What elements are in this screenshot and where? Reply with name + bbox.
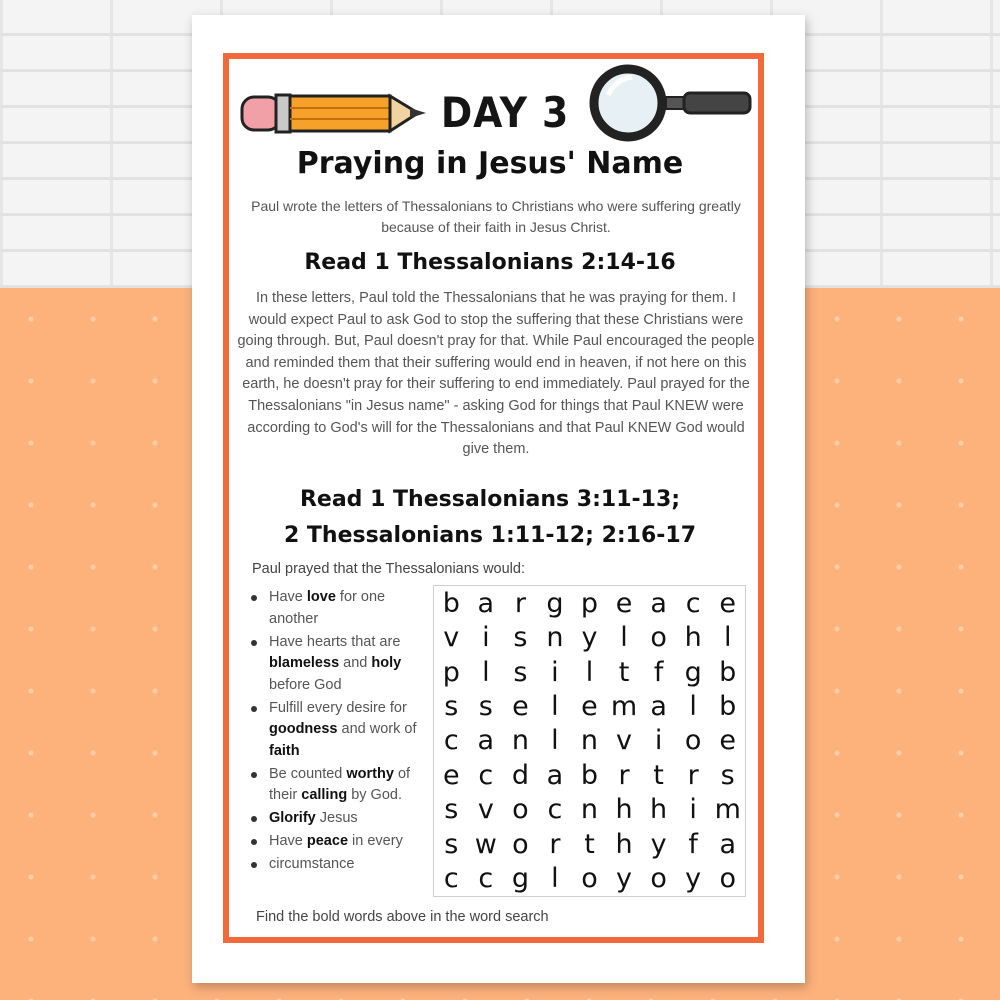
bold-keyword: blameless — [269, 655, 340, 671]
day-heading: DAY 3 — [440, 88, 570, 137]
word-search-letter: o — [581, 863, 598, 895]
word-search-letter: r — [514, 587, 526, 619]
bold-keyword: peace — [306, 833, 349, 849]
prayer-bullet-item — [249, 854, 429, 876]
word-search-letter: p — [580, 587, 599, 619]
word-search-letter: r — [687, 759, 699, 791]
word-search-letter: b — [580, 759, 599, 791]
word-search-letter: s — [513, 656, 528, 688]
word-search-letter: c — [478, 759, 494, 791]
prayer-bullet-item — [249, 764, 429, 807]
word-search-letter: n — [511, 725, 529, 757]
word-search-letter: w — [474, 828, 497, 860]
prayer-bullet-item — [249, 808, 429, 830]
word-search-letter: y — [685, 863, 702, 895]
bold-keyword: worthy — [346, 765, 394, 782]
section2-heading-line2: 2 Thessalonians 1:11-12; 2:16-17 — [283, 523, 697, 548]
word-search-letter: c — [685, 587, 701, 619]
word-search-letter: h — [650, 794, 668, 826]
word-search-letter: o — [650, 863, 667, 895]
word-search-letter: p — [442, 656, 460, 688]
word-search-letter: e — [615, 587, 633, 619]
word-search-letter: b — [719, 656, 737, 688]
word-search-letter: s — [444, 828, 459, 860]
intro-paragraph: Paul wrote the letters of Thessalonians to Christians who were suffering greatly because of their faith in Jesus Christ. — [251, 198, 741, 235]
word-search-letter: i — [551, 656, 559, 688]
word-search-letter: l — [551, 691, 559, 723]
word-search-letter: o — [684, 725, 702, 757]
prayer-bullet-item — [249, 632, 429, 697]
word-search-letter: l — [482, 656, 490, 688]
magnifying-glass-icon — [588, 63, 756, 147]
word-search-letter: a — [650, 691, 667, 723]
word-search-letter: o — [512, 828, 529, 860]
word-search-letter: c — [547, 794, 563, 826]
prayer-bullet-item — [249, 587, 429, 630]
bullet-text: and — [339, 655, 372, 671]
word-search-letter: b — [442, 587, 460, 619]
word-search-letter: y — [581, 622, 598, 654]
bullet-text: and work of — [337, 721, 417, 737]
word-search-grid — [433, 585, 746, 897]
word-search-letter: m — [714, 794, 741, 826]
word-search-letter: e — [719, 725, 737, 757]
word-search-letter: o — [719, 863, 736, 895]
bullet-text: before God — [269, 676, 342, 693]
word-search-letter: t — [653, 759, 664, 791]
word-search-letter: t — [618, 656, 630, 688]
word-search-letter: s — [444, 794, 459, 826]
word-search-letter: e — [581, 691, 598, 723]
word-search-letter: a — [477, 725, 495, 757]
word-search-letter: n — [546, 622, 564, 654]
prayer-intro: Paul prayed that the Thessalonians would: — [252, 561, 525, 577]
bold-keyword: calling — [301, 787, 348, 803]
word-search-letter: g — [511, 863, 529, 895]
word-search-letter: s — [444, 691, 459, 723]
word-search-letter: g — [546, 587, 564, 619]
word-search-letter: e — [719, 587, 737, 619]
instruction-footer: Find the bold words above in the word search — [256, 909, 549, 925]
word-search-letter: n — [580, 725, 599, 757]
bullet-text: Have — [269, 589, 307, 605]
bold-keyword: Glorify — [269, 810, 316, 826]
word-search-letter: v — [477, 794, 494, 826]
word-search-letter: m — [610, 691, 638, 723]
word-search-letter: l — [689, 691, 697, 723]
word-search-letter: e — [442, 759, 460, 791]
bold-keyword: holy — [371, 655, 402, 671]
bold-keyword: love — [306, 589, 336, 605]
bullet-text: of their — [269, 765, 411, 803]
word-search-letter: a — [477, 587, 495, 619]
word-search-letter: l — [551, 863, 559, 895]
bold-keyword: goodness — [269, 721, 338, 737]
word-search-letter: c — [443, 725, 459, 757]
word-search-letter: c — [478, 863, 494, 895]
word-search-letter: e — [512, 691, 529, 723]
prayer-bullet-item — [249, 831, 429, 853]
word-search-letter: l — [551, 725, 559, 757]
prayer-bullet-item — [249, 698, 429, 763]
bullet-text: Have hearts that are — [269, 633, 401, 650]
prayer-bullet-list — [249, 587, 429, 877]
word-search-letter: i — [482, 622, 490, 654]
word-search-letter: a — [546, 759, 564, 791]
bullet-text: Jesus — [315, 810, 358, 826]
word-search-letter: v — [616, 725, 633, 757]
word-search-letter: f — [653, 656, 664, 688]
word-search-letter: s — [478, 691, 493, 723]
bullet-text: for one another — [269, 589, 386, 627]
page-title: Praying in Jesus' Name — [296, 146, 684, 181]
word-search-letter: r — [549, 828, 561, 860]
word-search-letter: n — [580, 794, 599, 826]
word-search-letter: g — [684, 656, 702, 688]
bullet-text: by God. — [347, 787, 402, 803]
word-search-letter: y — [650, 828, 667, 860]
word-search-letter: i — [689, 794, 697, 826]
word-search-letter: v — [443, 622, 460, 654]
word-search-letter: s — [720, 759, 735, 791]
word-search-letter: c — [443, 863, 459, 895]
section2-heading-line1: Read 1 Thessalonians 3:11-13; — [299, 487, 681, 512]
word-search-letter: h — [615, 794, 633, 826]
word-search-letter: y — [616, 863, 633, 895]
word-search-letter: i — [654, 725, 663, 757]
bold-keyword: faith — [269, 742, 300, 759]
word-search-letter: s — [513, 622, 528, 654]
bullet-text: Fulfill every desire for — [269, 699, 407, 716]
word-search-letter: a — [719, 828, 736, 860]
pencil-icon — [240, 92, 430, 136]
bullet-text: Be counted — [269, 765, 347, 782]
word-search-letter: b — [719, 691, 737, 723]
section1-heading: Read 1 Thessalonians 2:14-16 — [304, 250, 676, 275]
word-search-letter: o — [512, 794, 529, 826]
word-search-letter: d — [511, 759, 529, 791]
word-search-letter: a — [650, 587, 667, 619]
word-search-letter: h — [615, 828, 633, 860]
section1-paragraph: In these letters, Paul told the Thessalonians that he was praying for them. I would expect Paul to ask God to stop the suffering that these Christians were going through. But, Paul doesn't pray for that. While Paul encouraged the people and reminded them that their suffering would end in heaven, if not here on this earth, he doesn't pray for their suffering to end immediately. Paul prayed for the Thessalonians "in Jesus name" - asking God for things that Paul KNEW were according to God's will for the Thessalonians and that Paul KNEW God would give them. — [237, 290, 755, 458]
bullet-text: circumstance — [269, 856, 355, 872]
word-search-letter: l — [723, 622, 732, 654]
bullet-text: Have — [269, 833, 307, 849]
word-search-letter: o — [650, 622, 667, 654]
word-search-letter: r — [618, 759, 630, 791]
word-search-letter: l — [585, 656, 594, 688]
word-search-letter: f — [688, 828, 698, 860]
bullet-text: in every — [348, 833, 403, 849]
word-search-letter: h — [684, 622, 702, 654]
word-search-letter: l — [620, 622, 628, 654]
word-search-letter: t — [584, 828, 595, 860]
